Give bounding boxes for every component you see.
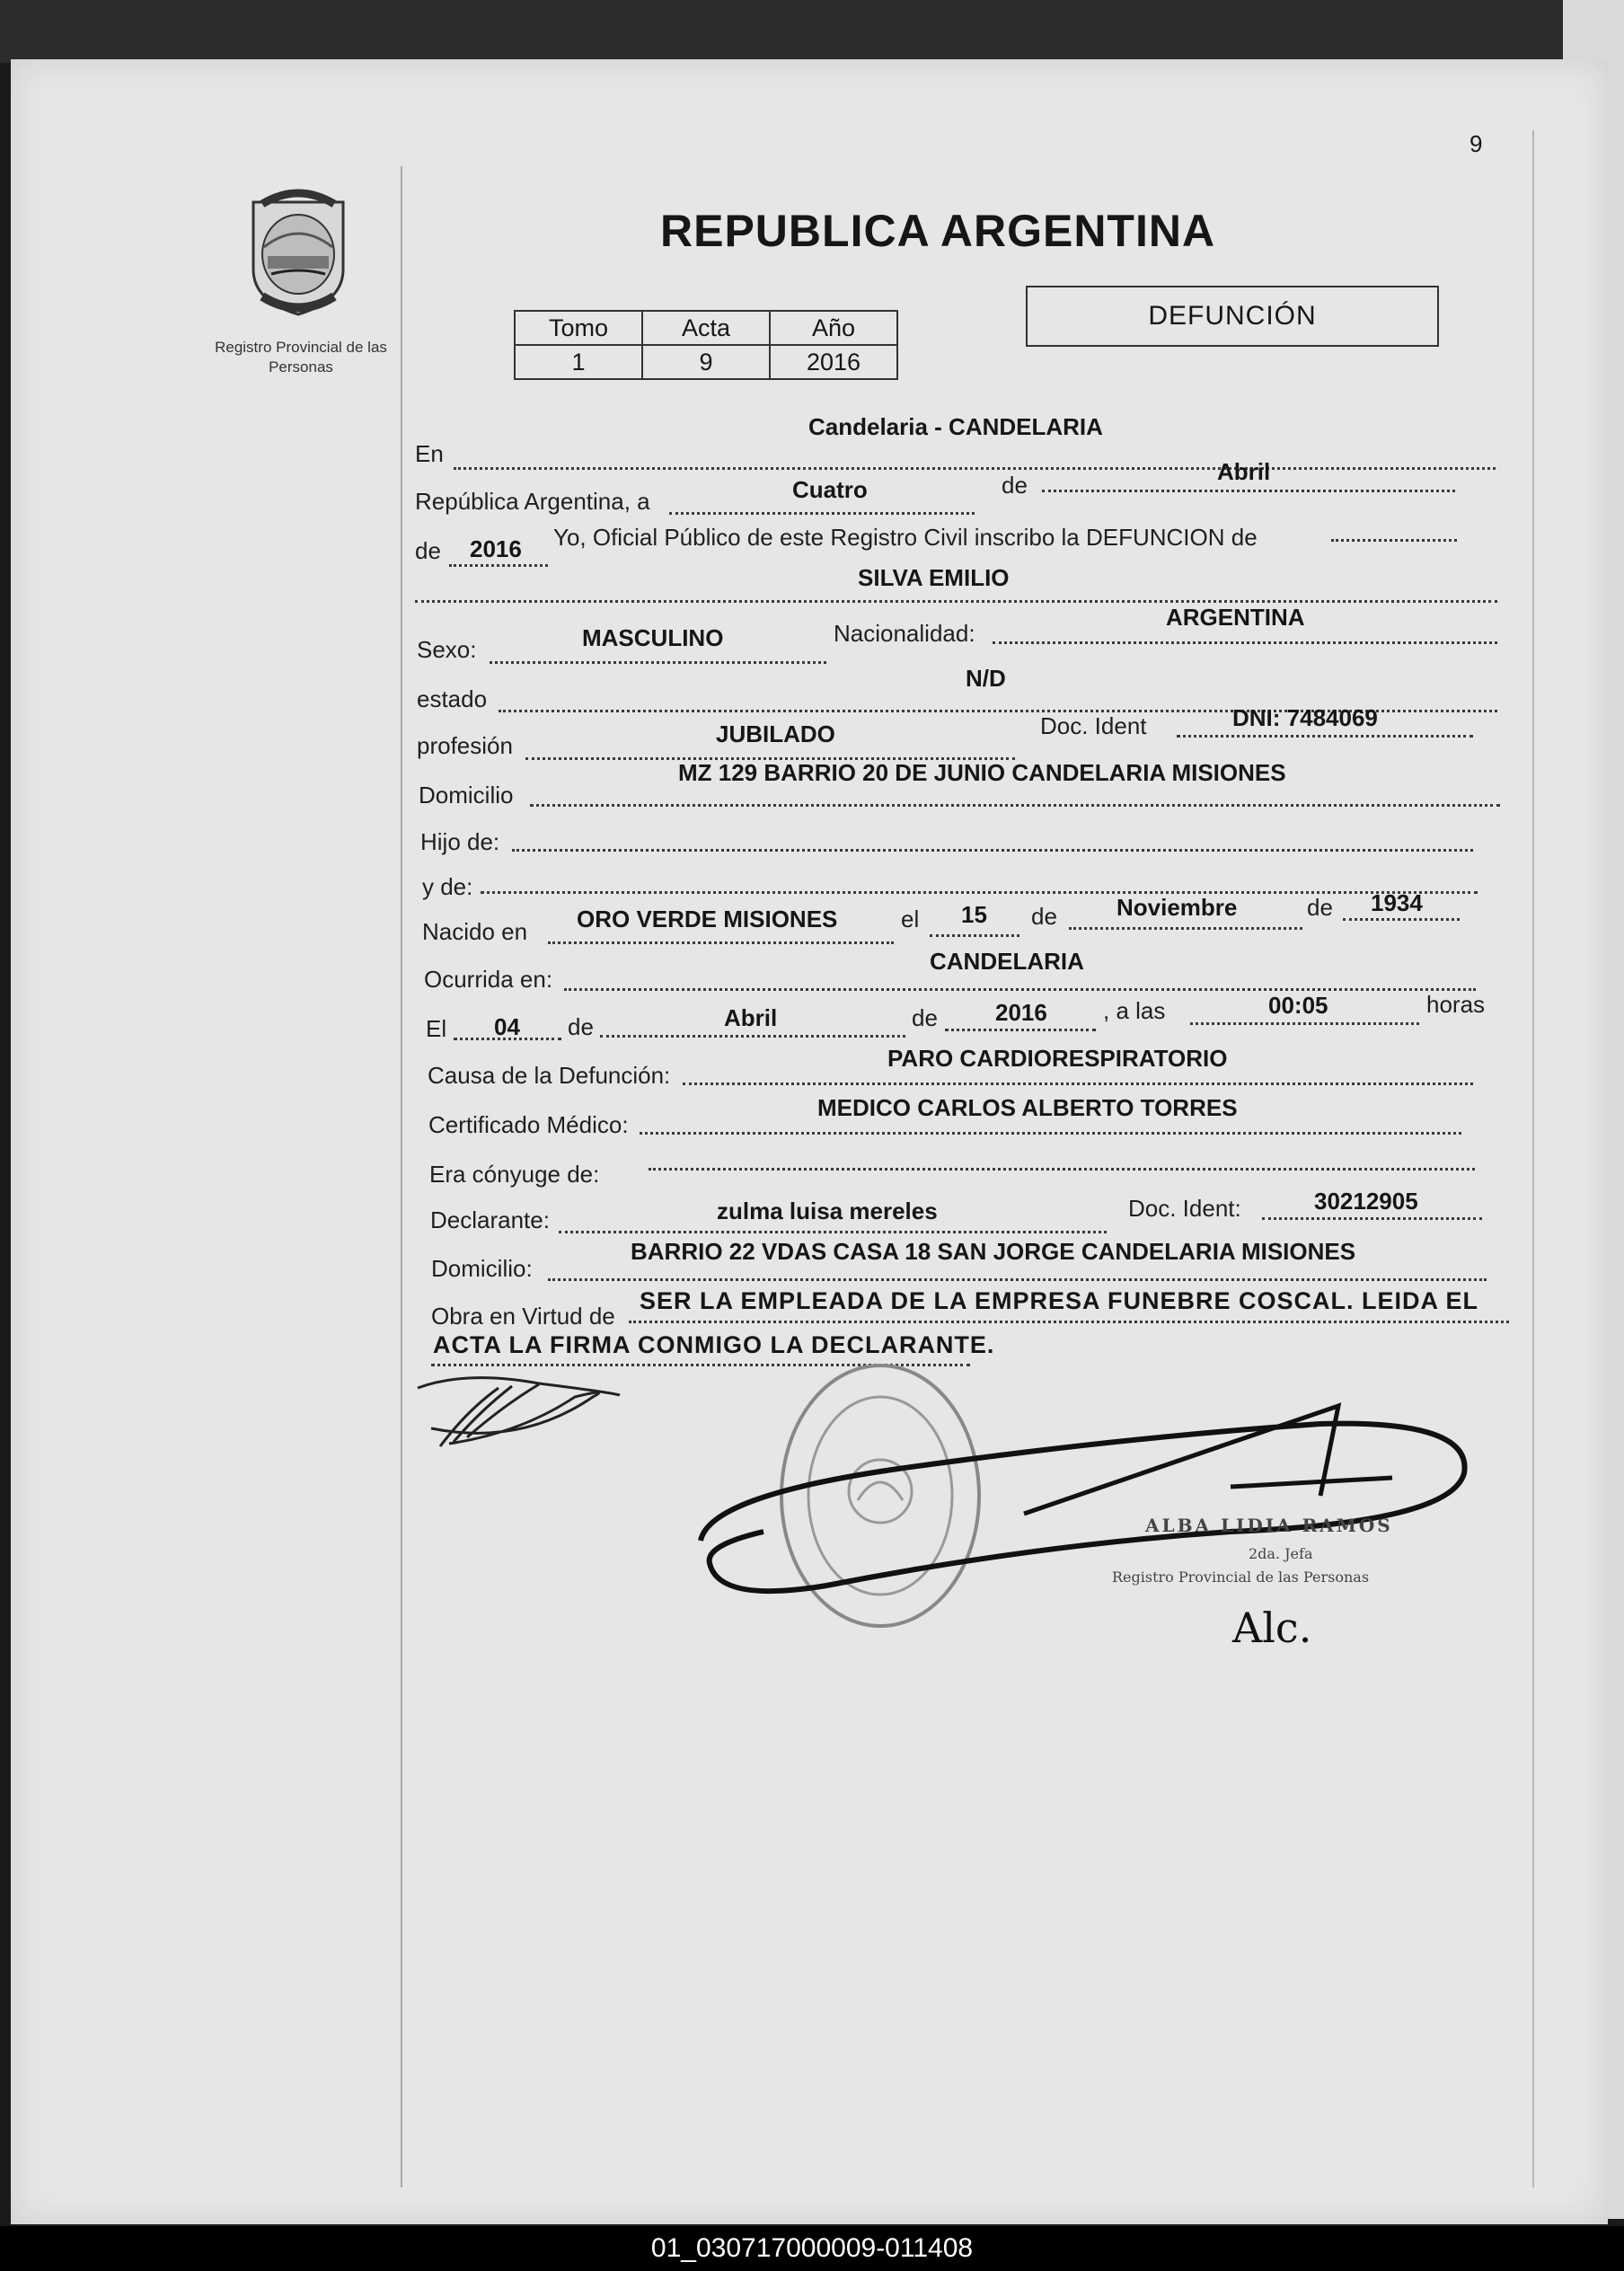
- death-day-value: 04: [494, 1013, 520, 1040]
- en-label: En: [415, 440, 444, 467]
- hijo-line: [512, 849, 1473, 852]
- day-line: [669, 512, 975, 515]
- official-role: 2da. Jefa: [1249, 1545, 1313, 1562]
- obra-line: [629, 1321, 1509, 1323]
- domicilio2-value: BARRIO 22 VDAS CASA 18 SAN JORGE CANDELARIA MISIONES: [631, 1238, 1356, 1265]
- nacido-label: Nacido en: [422, 918, 528, 945]
- declarant-signature: [413, 1361, 629, 1460]
- declarante-line: [559, 1231, 1107, 1233]
- causa-line: [683, 1082, 1473, 1085]
- de-label: de: [1031, 903, 1057, 930]
- birth-year-line: [1343, 918, 1460, 921]
- obra-value-line1: SER LA EMPLEADA DE LA EMPRESA FUNEBRE COSCAL. LEIDA EL: [640, 1287, 1479, 1314]
- scan-background-top: [0, 0, 1624, 63]
- conyuge-line: [649, 1168, 1475, 1171]
- estado-value: N/D: [966, 665, 1006, 692]
- official-initials: Alc.: [1232, 1604, 1312, 1652]
- inscribo-line: [1331, 539, 1457, 542]
- doc-label: Doc. Ident: [1040, 712, 1147, 739]
- el-label: el: [901, 906, 920, 932]
- profesion-label: profesión: [417, 732, 513, 759]
- birth-month-value: Noviembre: [1116, 894, 1238, 921]
- doc2-label: Doc. Ident:: [1128, 1195, 1241, 1222]
- inscribo-text: Yo, Oficial Público de este Registro Civil inscribo la DEFUNCION de: [553, 524, 1258, 551]
- official-signature: [692, 1388, 1482, 1595]
- ocurrida-label: Ocurrida en:: [424, 966, 553, 993]
- republica-label: República Argentina, a: [415, 488, 650, 515]
- margin-rule: [401, 166, 402, 2187]
- certificado-line: [640, 1132, 1461, 1135]
- ocurrida-value: CANDELARIA: [930, 948, 1084, 975]
- deceased-name: SILVA EMILIO: [858, 564, 1010, 591]
- causa-value: PARO CARDIORESPIRATORIO: [887, 1045, 1228, 1072]
- horas-label: horas: [1426, 991, 1486, 1018]
- death-time-line: [1190, 1022, 1419, 1025]
- profesion-value: JUBILADO: [716, 720, 835, 747]
- record-type-box: DEFUNCIÓN: [1026, 286, 1439, 347]
- table-value-ano: 2016: [770, 345, 897, 379]
- month-value: Abril: [1217, 458, 1271, 485]
- page-number: 9: [1470, 130, 1483, 157]
- de-label: de: [415, 537, 441, 564]
- certificado-label: Certificado Médico:: [428, 1111, 629, 1138]
- record-number-table: [514, 310, 898, 380]
- sexo-value: MASCULINO: [582, 624, 724, 651]
- obra-value-line2: ACTA LA FIRMA CONMIGO LA DECLARANTE.: [433, 1331, 995, 1358]
- certificado-value: MEDICO CARLOS ALBERTO TORRES: [817, 1094, 1238, 1121]
- doc2-line: [1262, 1217, 1482, 1220]
- document-title: REPUBLICA ARGENTINA: [660, 206, 1216, 256]
- sexo-label: Sexo:: [417, 636, 477, 663]
- doc-value: DNI: 7484069: [1232, 704, 1378, 731]
- official-office: Registro Provincial de las Personas: [1112, 1568, 1370, 1586]
- de-label: de: [568, 1013, 594, 1040]
- yde-label: y de:: [422, 873, 473, 900]
- birth-year-value: 1934: [1371, 889, 1423, 916]
- document-page: [11, 59, 1608, 2224]
- place-value: Candelaria - CANDELARIA: [808, 413, 1103, 440]
- obra-label: Obra en Virtud de: [431, 1303, 615, 1330]
- declarante-value: zulma luisa mereles: [717, 1197, 938, 1224]
- sexo-line: [490, 661, 826, 664]
- el-label: El: [426, 1015, 447, 1042]
- de-label: de: [912, 1004, 938, 1031]
- table-value-tomo: 1: [515, 345, 642, 379]
- conyuge-label: Era cónyuge de:: [429, 1161, 600, 1188]
- official-name: ALBA LIDIA RAMOS: [1145, 1515, 1393, 1536]
- domicilio-value: MZ 129 BARRIO 20 DE JUNIO CANDELARIA MISIONES: [678, 759, 1286, 786]
- domicilio2-label: Domicilio:: [431, 1255, 533, 1282]
- day-value: Cuatro: [792, 476, 868, 503]
- alas-label: , a las: [1103, 997, 1166, 1024]
- domicilio2-line: [548, 1278, 1487, 1281]
- registry-label: Registro Provincial de las Personas: [215, 339, 387, 376]
- death-time-value: 00:05: [1268, 992, 1328, 1019]
- en-line: [454, 467, 1496, 470]
- de-label: de: [1002, 472, 1028, 499]
- document-id-footer: 01_030717000009-011408: [650, 2233, 974, 2263]
- ocurrida-line: [564, 988, 1476, 991]
- estado-label: estado: [417, 685, 488, 712]
- nacionalidad-value: ARGENTINA: [1166, 604, 1305, 631]
- nacionalidad-label: Nacionalidad:: [834, 620, 975, 647]
- name-line: [415, 600, 1497, 603]
- month-line: [1042, 490, 1455, 492]
- table-header-ano: Año: [770, 311, 897, 345]
- birth-day-value: 15: [961, 901, 987, 928]
- domicilio-label: Domicilio: [419, 782, 514, 809]
- birthplace-value: ORO VERDE MISIONES: [577, 906, 838, 932]
- right-margin-rule: [1532, 130, 1534, 2187]
- death-year-line: [945, 1029, 1096, 1031]
- doc-line: [1177, 735, 1473, 738]
- nacido-line: [548, 941, 894, 944]
- nacionalidad-line: [993, 641, 1497, 644]
- province-seal-icon: [235, 184, 361, 319]
- declarante-label: Declarante:: [430, 1206, 550, 1233]
- birth-month-line: [1069, 927, 1302, 930]
- death-month-value: Abril: [724, 1004, 778, 1031]
- table-value-acta: 9: [642, 345, 770, 379]
- domicilio-line: [530, 804, 1500, 807]
- doc2-value: 30212905: [1314, 1188, 1418, 1215]
- year-value: 2016: [470, 535, 522, 562]
- hijo-label: Hijo de:: [420, 828, 500, 855]
- death-year-value: 2016: [995, 999, 1047, 1026]
- death-month-line: [600, 1035, 905, 1038]
- birth-day-line: [930, 934, 1019, 937]
- table-header-tomo: Tomo: [515, 311, 642, 345]
- causa-label: Causa de la Defunción:: [428, 1062, 671, 1089]
- year-line: [449, 564, 548, 567]
- de-label: de: [1307, 894, 1333, 921]
- table-header-acta: Acta: [642, 311, 770, 345]
